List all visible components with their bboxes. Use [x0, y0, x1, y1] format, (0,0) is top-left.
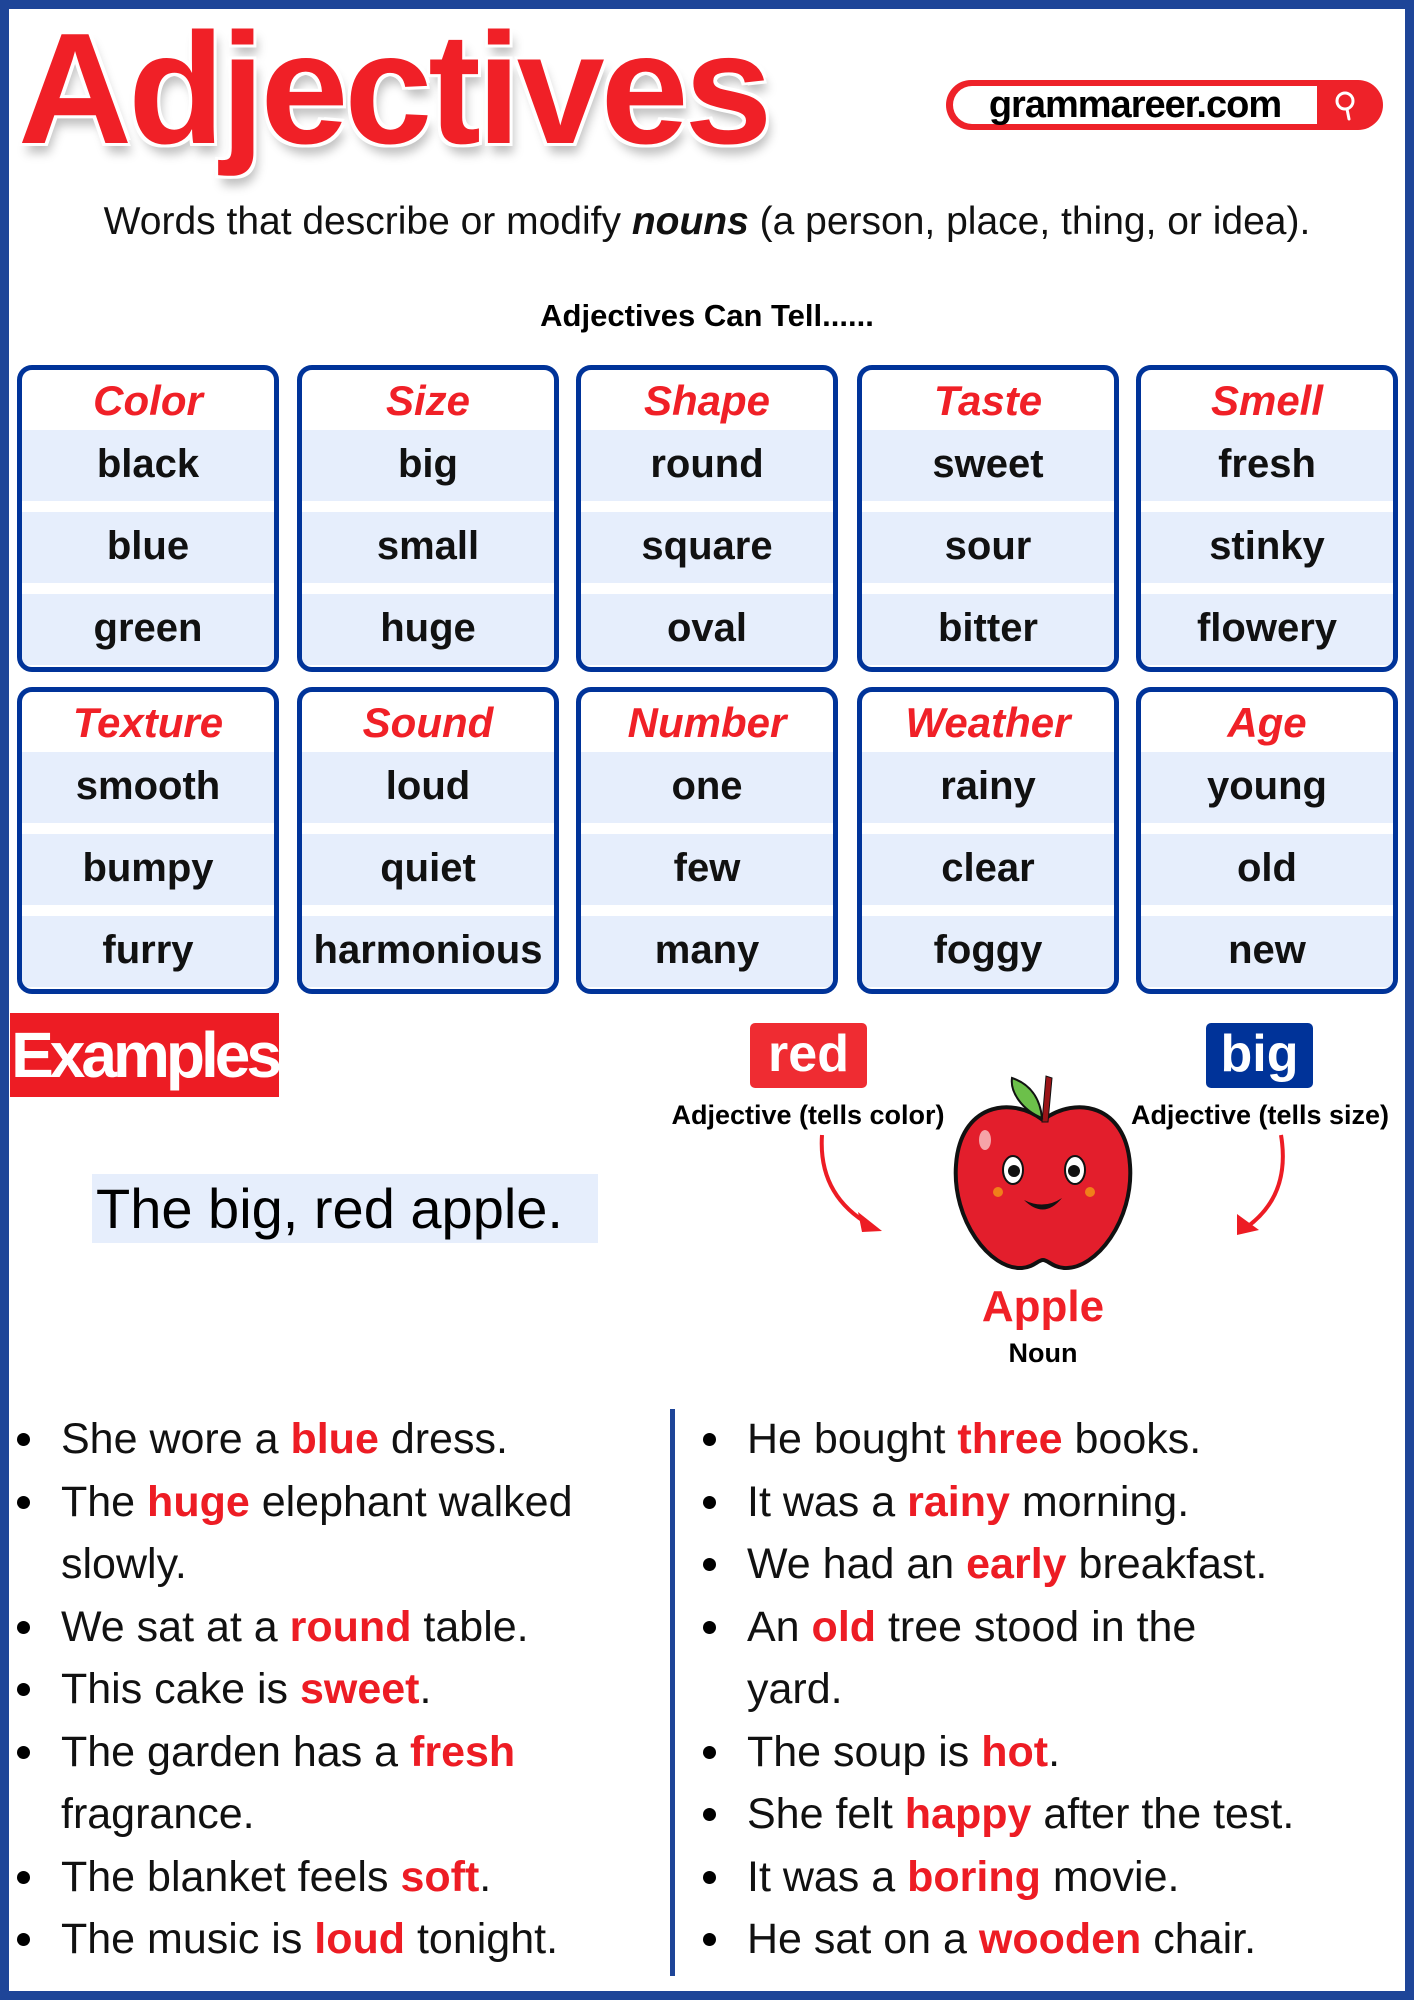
bullet-icon — [703, 1621, 716, 1634]
examples-list-right — [747, 1408, 1294, 1971]
category-title: Weather — [905, 699, 1071, 746]
sentence-text: The garden has a — [61, 1727, 411, 1776]
category-word: round — [581, 430, 833, 501]
bullet-icon — [17, 1683, 30, 1696]
category-word: clear — [862, 834, 1114, 905]
category-card-smell — [1136, 365, 1398, 672]
sentence-text: books. — [1062, 1415, 1202, 1463]
category-card-number — [576, 687, 838, 994]
category-word: smooth — [22, 752, 274, 823]
definition — [0, 200, 1414, 244]
category-title: Shape — [643, 377, 771, 424]
badge-red: red — [750, 1023, 867, 1088]
example-sentence — [61, 1846, 573, 1909]
definition-text: Words that describe or modify — [103, 200, 632, 243]
bullet-icon — [17, 1746, 30, 1759]
example-sentence — [747, 1908, 1294, 1971]
sentence-text: The blanket feels — [61, 1852, 401, 1901]
category-word: old — [1141, 834, 1393, 905]
example-sentence — [747, 1596, 1294, 1721]
definition-emphasis: nouns — [631, 200, 749, 243]
category-word: harmonious — [302, 916, 554, 987]
category-word: loud — [302, 752, 554, 823]
category-word: stinky — [1141, 512, 1393, 583]
sentence-text: elephant walked slowly. — [61, 1477, 573, 1588]
category-card-age — [1136, 687, 1398, 994]
category-word: sweet — [862, 430, 1114, 501]
highlighted-adjective: three — [957, 1415, 1063, 1463]
sentence-text: We had an — [747, 1540, 967, 1588]
example-sentence — [61, 1471, 573, 1596]
highlighted-adjective: soft — [400, 1852, 480, 1901]
category-word: one — [581, 752, 833, 823]
category-word: new — [1141, 916, 1393, 987]
noun-word: Apple — [981, 1282, 1105, 1331]
example-sentence — [61, 1658, 573, 1721]
category-word: flowery — [1141, 594, 1393, 665]
category-word: few — [581, 834, 833, 905]
bullet-icon — [17, 1933, 30, 1946]
sentence-text: We sat at a — [61, 1602, 290, 1651]
category-word: oval — [581, 594, 833, 665]
category-word: blue — [22, 512, 274, 583]
highlighted-adjective: fresh — [410, 1727, 516, 1776]
bullet-icon — [703, 1433, 716, 1446]
example-sentence — [61, 1408, 573, 1471]
highlighted-adjective: sweet — [299, 1665, 420, 1713]
highlighted-adjective: boring — [907, 1852, 1041, 1901]
example-sentence — [61, 1908, 573, 1971]
sentence-text: dress. — [378, 1415, 508, 1463]
sentence-text: after the test. — [1031, 1790, 1295, 1838]
sentence-text: This cake is — [61, 1665, 300, 1713]
sentence-text: The — [61, 1477, 148, 1526]
example-sentence — [747, 1846, 1294, 1909]
bullet-icon — [703, 1558, 716, 1571]
arrow-right-icon — [1225, 1130, 1305, 1240]
bullet-icon — [703, 1808, 716, 1821]
bullet-icon — [703, 1933, 716, 1946]
bullet-icon — [17, 1871, 30, 1884]
sentence-text: movie. — [1040, 1852, 1180, 1901]
category-word: quiet — [302, 834, 554, 905]
category-card-texture — [17, 687, 279, 994]
category-title: Sound — [362, 699, 494, 746]
sentence-text: tree stood in the yard. — [747, 1602, 1197, 1713]
category-title: Taste — [933, 377, 1043, 424]
example-sentence — [747, 1721, 1294, 1784]
bullet-icon — [17, 1433, 30, 1446]
category-word: green — [22, 594, 274, 665]
example-sentence — [747, 1533, 1294, 1596]
highlighted-adjective: early — [966, 1540, 1067, 1588]
category-word: bumpy — [22, 834, 274, 905]
highlighted-adjective: old — [811, 1602, 877, 1651]
bullet-icon — [17, 1621, 30, 1634]
highlighted-adjective: hot — [981, 1727, 1049, 1776]
category-title: Texture — [72, 699, 224, 746]
category-word: foggy — [862, 916, 1114, 987]
highlighted-adjective: wooden — [978, 1915, 1142, 1963]
category-title: Smell — [1210, 377, 1324, 424]
site-url: grammareer.com — [953, 86, 1317, 124]
category-word: fresh — [1141, 430, 1393, 501]
category-word: small — [302, 512, 554, 583]
search-icon — [1331, 89, 1363, 121]
highlighted-adjective: round — [289, 1602, 412, 1651]
site-search-badge[interactable] — [946, 80, 1383, 130]
category-title: Number — [627, 699, 787, 746]
category-card-sound — [297, 687, 559, 994]
sentence-text: The music is — [61, 1915, 315, 1963]
highlighted-adjective: loud — [314, 1915, 406, 1963]
sentence-text: He bought — [747, 1415, 958, 1463]
category-word: furry — [22, 916, 274, 987]
sentence-text: fragrance. — [61, 1790, 255, 1838]
category-word: rainy — [862, 752, 1114, 823]
sentence-text: It was a — [747, 1852, 908, 1901]
highlighted-adjective: happy — [904, 1790, 1032, 1838]
category-word: square — [581, 512, 833, 583]
sentence-text: chair. — [1141, 1915, 1257, 1963]
category-word: big — [302, 430, 554, 501]
highlighted-adjective: huge — [147, 1477, 250, 1526]
highlighted-adjective: blue — [290, 1415, 379, 1463]
category-word: many — [581, 916, 833, 987]
sentence-text: He sat on a — [747, 1915, 979, 1963]
example-sentence — [747, 1408, 1294, 1471]
sentence-text: . — [479, 1852, 492, 1901]
label-tells-color: Adjective (tells color) — [671, 1100, 945, 1130]
noun-label: Noun — [1008, 1338, 1078, 1368]
bullet-icon — [703, 1746, 716, 1759]
examples-list-left — [61, 1408, 573, 1971]
example-phrase: The big, red apple. — [92, 1174, 598, 1243]
badge-big: big — [1206, 1023, 1313, 1088]
sentence-text: table. — [411, 1602, 529, 1651]
category-card-weather — [857, 687, 1119, 994]
apple-illustration — [950, 1070, 1136, 1274]
sentence-text: . — [419, 1665, 432, 1713]
page-title: Adjectives — [18, 1, 769, 177]
bullet-icon — [703, 1496, 716, 1509]
sentence-text: She wore a — [61, 1415, 291, 1463]
sentence-text: An — [747, 1602, 812, 1651]
category-word: sour — [862, 512, 1114, 583]
highlighted-adjective: rainy — [907, 1477, 1010, 1526]
category-title: Size — [385, 377, 471, 424]
category-word: black — [22, 430, 274, 501]
example-sentence — [747, 1783, 1294, 1846]
bullet-icon — [17, 1496, 30, 1509]
example-sentence — [61, 1596, 573, 1659]
category-title: Age — [1227, 699, 1307, 746]
sentence-text: morning. — [1009, 1477, 1190, 1526]
bullet-icon — [703, 1871, 716, 1884]
examples-label: Examples — [10, 1013, 279, 1097]
column-divider — [670, 1409, 675, 1976]
sentence-text: . — [1048, 1727, 1061, 1776]
label-tells-size: Adjective (tells size) — [1130, 1100, 1390, 1130]
category-card-taste — [857, 365, 1119, 672]
sentence-text: The soup is — [747, 1727, 982, 1776]
sentence-text: breakfast. — [1066, 1540, 1268, 1588]
category-word: bitter — [862, 594, 1114, 665]
category-word: young — [1141, 752, 1393, 823]
category-title: Color — [93, 377, 203, 424]
section-heading: Adjectives Can Tell...... — [540, 298, 874, 333]
definition-text-end: (a person, place, thing, or idea). — [748, 200, 1311, 243]
example-sentence — [61, 1721, 573, 1846]
sentence-text: It was a — [747, 1477, 908, 1526]
arrow-left-icon — [800, 1130, 900, 1240]
category-card-size — [297, 365, 559, 672]
category-word: huge — [302, 594, 554, 665]
example-sentence — [747, 1471, 1294, 1534]
category-card-shape — [576, 365, 838, 672]
sentence-text: tonight. — [405, 1915, 559, 1963]
sentence-text: She felt — [747, 1790, 905, 1838]
category-card-color — [17, 365, 279, 672]
